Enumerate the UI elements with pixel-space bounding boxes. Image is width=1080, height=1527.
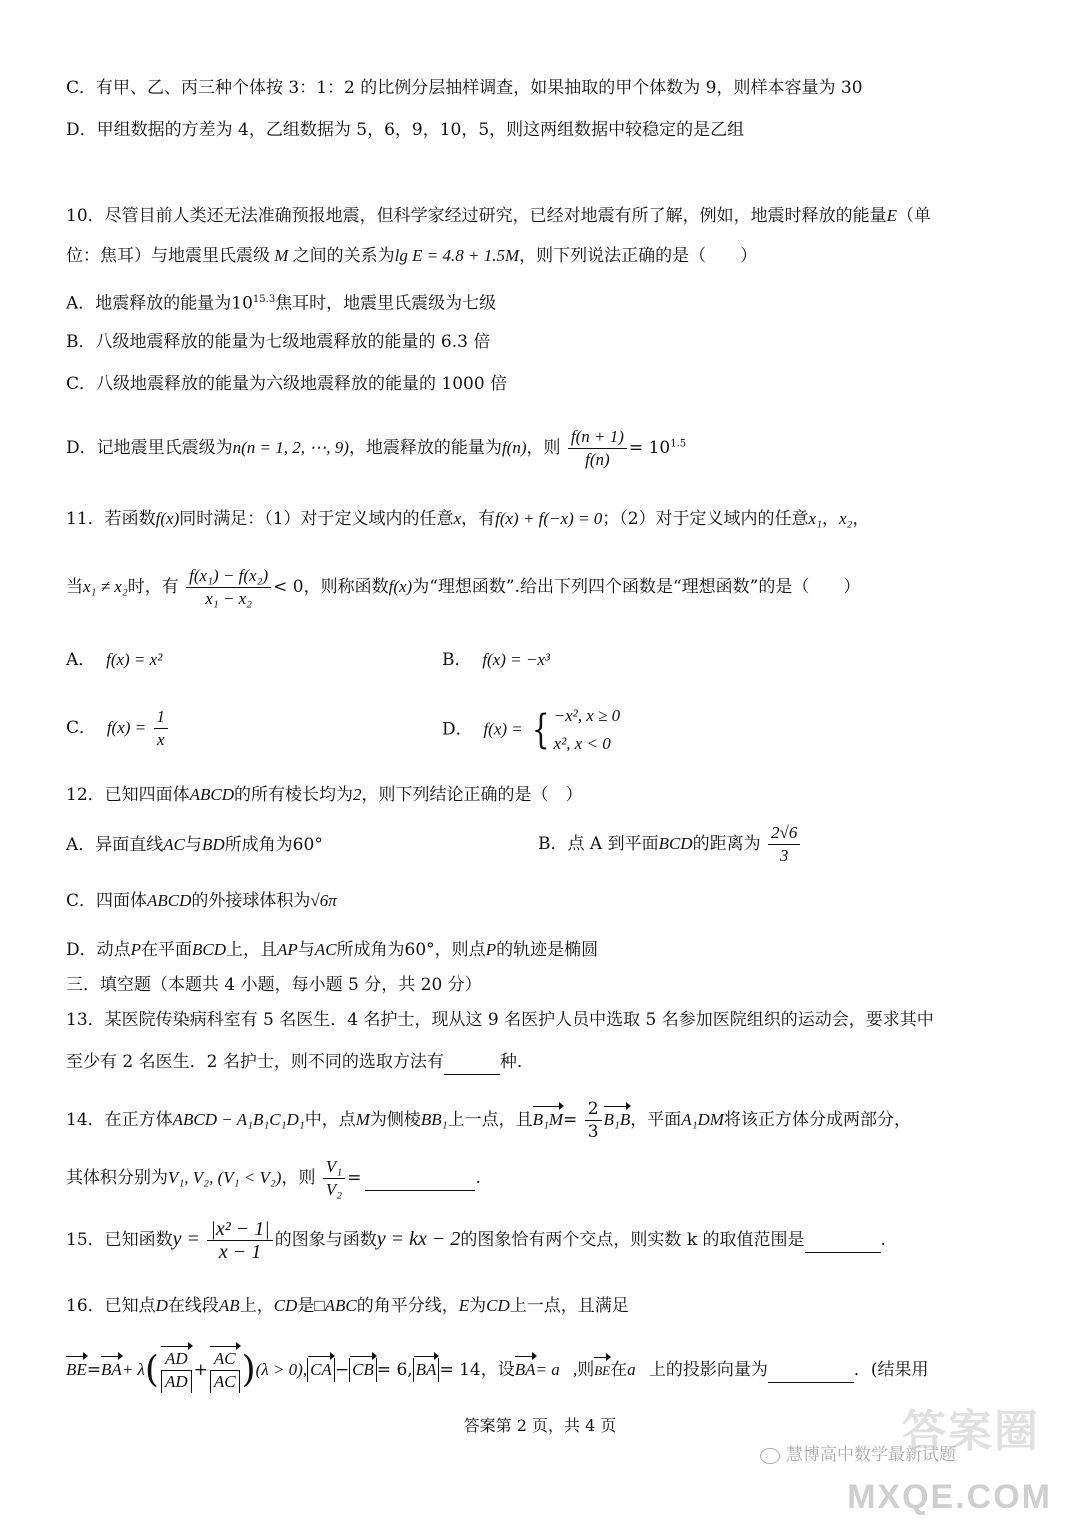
q11-text: 为“理想函数”.给出下列四个函数是“理想函数”的是（ ）	[412, 577, 861, 597]
q15-fraction	[207, 1218, 272, 1263]
q14-text: 中，点	[304, 1110, 356, 1130]
q11-text: 时，有	[127, 577, 179, 597]
q12d-text: 在平面	[141, 940, 193, 960]
section-3-heading: 三．填空题（本题共 4 小题，每小题 5 分，共 20 分）	[66, 975, 482, 995]
q16-text: 在	[610, 1360, 628, 1380]
q12-abcd: ABCD	[189, 785, 235, 804]
q12-option-b	[538, 822, 802, 867]
q11-option-b	[442, 648, 550, 672]
q10-option-c: C．八级地震释放的能量为六级地震释放的能量的 1000 倍	[66, 374, 508, 394]
q16-text: ．(结果用	[853, 1360, 929, 1380]
q10-text: ，则下列说法正确的是（ ）	[519, 246, 758, 266]
q11-fx: f(x)	[155, 509, 180, 528]
watermark-text: 慧博高中数学最新试题	[786, 1445, 956, 1464]
q10-text: 位：焦耳）与地震里氏震级	[66, 246, 270, 266]
q12d-p: P	[485, 940, 497, 959]
q10d-denominator: f(n)	[585, 450, 610, 469]
q16-eq: = 14	[439, 1360, 481, 1380]
q11-x: x	[453, 509, 462, 528]
q16-text: 是	[297, 1296, 315, 1316]
q10-stem-line2	[66, 244, 757, 268]
q14-line2	[66, 1156, 481, 1201]
q16-ab: AB	[218, 1296, 240, 1315]
q14-eq: =	[563, 1110, 578, 1130]
right-paren-icon: )	[241, 1349, 256, 1391]
q16-vec-ad: AD	[161, 1348, 192, 1371]
q12b-bcd: BCD	[658, 834, 693, 853]
q14-ratio-num: V₁	[323, 1156, 345, 1179]
q12d-bcd: BCD	[192, 940, 227, 959]
q11-text: 11．若函数	[66, 509, 156, 529]
q11-option-c	[66, 706, 170, 751]
q16-frac-ad	[161, 1348, 192, 1393]
q16-line2: BE=BA+ λ( $\frac{AD}{AD}$ + $\frac{AC}{AC}$ )(λ > 0), CA − CB = 6, BA = 14，设BA= a⃗,则BE在a⃗上的投影向量为 ．(结果用	[66, 1349, 929, 1391]
q10d-text: ，地震释放的能量为	[348, 438, 502, 458]
option-label: B．	[442, 650, 472, 670]
q10d-text: ，则	[526, 438, 561, 458]
q16-triangle: □ABC	[314, 1296, 357, 1315]
q16-vec-ac: AC	[210, 1348, 240, 1371]
q16-text: 在线段	[167, 1296, 219, 1316]
q12c-text: C．四面体	[66, 891, 148, 911]
q12a-text: 所成角为60°	[224, 835, 323, 855]
q10-option-d	[66, 426, 686, 471]
q11-text: ，有	[461, 509, 496, 529]
q16-text: 上的投影向量为	[648, 1360, 768, 1380]
q15-text: 的图象与函数	[274, 1230, 377, 1250]
q9-option-d: D．甲组数据的方差为 4，乙组数据为 5，6，9，10，5，则这两组数据中较稳定的是乙组	[66, 120, 745, 140]
q14-line1	[66, 1098, 911, 1143]
q12-text: 的所有棱长均为	[234, 785, 354, 805]
q14-bb1: BB₁	[420, 1110, 448, 1129]
q12b-text: 的距离为	[692, 834, 761, 854]
left-paren-icon: (	[144, 1349, 159, 1391]
q12d-ac: AC	[314, 940, 337, 959]
q16-text: ，设	[480, 1360, 515, 1380]
q14-vars: V₁, V₂, (V₁ < V₂)	[168, 1168, 282, 1187]
q14-cube: ABCD − A₁B₁C₁D₁	[172, 1110, 305, 1129]
q16-frac-ac	[210, 1348, 240, 1393]
q15-line-func: y = kx − 2	[376, 1228, 461, 1250]
page-footer: 答案第 2 页，共 4 页	[463, 1416, 617, 1435]
q16-answer-blank[interactable]	[768, 1358, 854, 1383]
q16-text: 则	[577, 1360, 595, 1380]
q16-d: D	[155, 1296, 168, 1315]
q10a-text: A．地震释放的能量为10	[66, 293, 253, 314]
var-M: M	[270, 246, 293, 265]
q11-option-a	[66, 648, 162, 672]
q12b-fraction	[768, 822, 800, 867]
q11-text: 同时满足：（1）对于定义域内的任意	[179, 509, 454, 529]
q11d-case2: x², x < 0	[553, 734, 611, 753]
q12a-text: 与	[185, 835, 203, 855]
q15-denominator: x − 1	[218, 1241, 262, 1263]
q11c-fraction	[154, 706, 169, 751]
q11-ineq: < 0	[273, 577, 304, 597]
q12c-text: 的外接球体积为	[191, 891, 311, 911]
q15-text: 15．已知函数	[66, 1230, 173, 1250]
watermark-logo	[902, 1395, 1040, 1459]
q12-option-d	[66, 938, 598, 962]
q12c-abcd: ABCD	[147, 891, 192, 910]
q16-abs-cb: CB	[349, 1358, 377, 1382]
q14-text: 14．在正方体	[66, 1110, 173, 1130]
q11-x2: x₂	[839, 509, 853, 528]
q15-text: 的图象恰有两个交点，则实数 k 的取值范围是	[460, 1230, 805, 1250]
q12-option-a	[66, 833, 323, 857]
q11c-lhs: f(x) =	[106, 718, 147, 737]
q10d-fraction	[568, 426, 627, 471]
q16-abs-ac: AC	[210, 1371, 240, 1393]
q15-text: .	[880, 1230, 886, 1250]
q12d-text: 的轨迹是椭圆	[496, 940, 599, 960]
q14-m: M	[355, 1110, 370, 1129]
q10-option-a	[66, 288, 496, 316]
q13-text: 至少有 2 名医生．2 名护士，则不同的选取方法有	[66, 1052, 444, 1072]
q12a-bd: BD	[202, 835, 225, 854]
q10d-fn: f(n)	[501, 438, 527, 457]
q15-answer-blank[interactable]	[805, 1228, 881, 1253]
q10d-numerator: f(n + 1)	[568, 426, 627, 449]
q16-eq-a: = a⃗,	[535, 1360, 578, 1379]
q14-text: ，则	[281, 1168, 316, 1188]
q11-text: ，	[822, 509, 840, 529]
q16-text: 上一点，且满足	[509, 1296, 629, 1316]
q11-option-d	[442, 702, 620, 758]
q11-cond: x₁ ≠ x₂	[83, 577, 128, 596]
q14-text: 将该正方体分成两部分，	[723, 1110, 911, 1130]
q16-lambda-cond: (λ > 0),	[255, 1360, 308, 1379]
left-brace-icon: {	[531, 707, 550, 753]
q12d-text: 上，且	[226, 940, 278, 960]
option-label: D．	[442, 719, 473, 740]
q16-abs-ca: CA	[307, 1358, 335, 1382]
q14-volume-ratio	[323, 1156, 345, 1201]
q11d-case1: −x², x ≥ 0	[553, 706, 621, 725]
q14-text: .	[475, 1168, 481, 1188]
q11-x1: x₁	[808, 509, 823, 528]
q16-cd: CD	[486, 1296, 510, 1315]
q14-ratio-den: V₂	[325, 1180, 343, 1199]
wechat-icon	[760, 1448, 780, 1464]
q15-y: y =	[172, 1228, 201, 1250]
q13-text: 种．	[499, 1052, 534, 1072]
q16-text: 16．已知点	[66, 1296, 156, 1316]
q12-length: 2	[353, 785, 362, 804]
q14-vector-b1b: B₁B	[604, 1108, 631, 1132]
q13-line2	[66, 1050, 534, 1075]
q10-text: 10．尽管目前人类还无法准确预报地震，但科学家经过研究，已经对地震有所了解，例如，地震时释放的能量	[66, 206, 887, 226]
q10-stem-line1	[66, 204, 931, 228]
q13-answer-blank[interactable]	[444, 1050, 500, 1075]
q12a-ac: AC	[163, 835, 186, 854]
q13-line1: 13．某医院传染病科室有 5 名医生．4 名护士，现从这 9 名医护人员中选取 5 名参加医院组织的运动会，要求其中	[66, 1010, 934, 1030]
q16-eq: = 6,	[376, 1360, 413, 1380]
q10d-rhs: = 10	[628, 438, 671, 458]
q12c-volume: √6π	[310, 891, 337, 910]
q11d-lhs: f(x) =	[483, 719, 523, 739]
q16-text: 的角平分线，	[356, 1296, 459, 1316]
q16-abs-ad: AD	[161, 1371, 192, 1393]
var-E: E	[886, 206, 898, 225]
q16-e: E	[458, 1296, 470, 1315]
option-label: A．	[66, 650, 96, 670]
q14-text: 其体积分别为	[66, 1168, 168, 1188]
q14-text: 上一点，且	[447, 1110, 533, 1130]
q12-text: ，则下列结论正确的是（ ）	[361, 785, 583, 805]
q14-plane: A₁DM	[681, 1110, 724, 1129]
q16-vec-a: a⃗	[627, 1360, 649, 1379]
q16-text: 为	[469, 1296, 487, 1316]
q11b-formula: f(x) = −x³	[482, 650, 550, 669]
q9-option-c: C．有甲、乙、丙三种个体按 3：1：2 的比例分层抽样调查，如果抽取的甲个体数为 9，则样本容量为 30	[66, 78, 863, 98]
q14-text: ，平面	[630, 1110, 682, 1130]
watermark-logo-text: 答案圈	[902, 1407, 1040, 1456]
q11c-numerator: 1	[154, 706, 169, 729]
q12-option-c	[66, 889, 337, 913]
q10-text: （单	[897, 206, 932, 226]
q11c-denominator: x	[157, 730, 165, 749]
q11-text: ；（2）对于定义域内的任意	[602, 509, 809, 529]
q12d-text: 所成角为60°，则点	[336, 940, 486, 960]
q10-option-b: B．八级地震释放的能量为七级地震释放的能量的 6.3 倍	[66, 332, 491, 352]
q14-text: 为侧棱	[369, 1110, 421, 1130]
q16-cd: CD	[273, 1296, 298, 1315]
q12d-p: P	[130, 940, 142, 959]
q11-denominator: x₁ − x₂	[205, 589, 253, 608]
q16-text: 上，	[239, 1296, 274, 1316]
q12b-text: B．点 A 到平面	[538, 834, 659, 854]
q16-vec-be: BE	[594, 1359, 610, 1383]
q11-fx: f(x)	[388, 577, 413, 596]
q11-numerator: f(x₁) − f(x₂)	[186, 565, 271, 588]
q16-lambda: + λ	[121, 1360, 145, 1379]
q11-text: ，则称函数	[303, 577, 389, 597]
q11-stem-line2	[66, 565, 860, 610]
q16-line1	[66, 1294, 629, 1318]
q16-eq: =	[86, 1360, 102, 1380]
q16-vec-ba: BA	[101, 1358, 122, 1382]
q16-vec-ba: BA	[515, 1358, 536, 1382]
q16-vec-be: BE	[66, 1358, 87, 1382]
q12a-text: A．异面直线	[66, 835, 164, 855]
q12b-numerator: 2√6	[768, 822, 800, 845]
q14-eq: =	[347, 1168, 362, 1188]
q11a-formula: f(x) = x²	[106, 650, 163, 669]
q10d-n: n(n = 1, 2, ⋯, 9)	[232, 438, 349, 457]
q11-odd-condition: f(x) + f(−x) = 0	[495, 509, 603, 528]
q10d-exponent: 1.5	[670, 438, 687, 450]
q12b-denominator: 3	[779, 846, 789, 865]
q12d-text: D．动点	[66, 940, 131, 960]
q10-formula: lg E = 4.8 + 1.5M	[394, 246, 520, 265]
q12d-text: 与	[297, 940, 315, 960]
watermark-url: MXQE.COM	[847, 1478, 1052, 1516]
q14-frac-den: 3	[587, 1122, 599, 1142]
q11-stem-line1	[66, 507, 869, 531]
q14-frac-num: 2	[585, 1098, 602, 1121]
q10d-text: D．记地震里氏震级为	[66, 438, 233, 458]
q12-text: 12．已知四面体	[66, 785, 190, 805]
q10a-exponent: 15.3	[252, 294, 276, 305]
q14-answer-blank[interactable]	[365, 1166, 475, 1191]
q14-vector-b1m: B₁M	[533, 1108, 563, 1132]
q15-numerator: |x² − 1|	[207, 1218, 272, 1241]
q15-line	[66, 1218, 886, 1263]
q10a-tail: 焦耳时，地震里氏震级为七级	[275, 293, 497, 314]
option-label: C．	[66, 718, 97, 738]
q11-text: 当	[66, 577, 83, 597]
q11-text: ，	[852, 509, 870, 529]
q16-abs-ba: BA	[413, 1358, 440, 1382]
q14-fraction	[585, 1098, 602, 1143]
q11-fraction	[186, 565, 271, 610]
q12-stem	[66, 783, 583, 807]
q12d-ap: AP	[277, 940, 298, 959]
q11d-cases	[554, 702, 621, 758]
q10-text: 之间的关系为	[292, 246, 395, 266]
q16-minus: −	[334, 1360, 350, 1380]
